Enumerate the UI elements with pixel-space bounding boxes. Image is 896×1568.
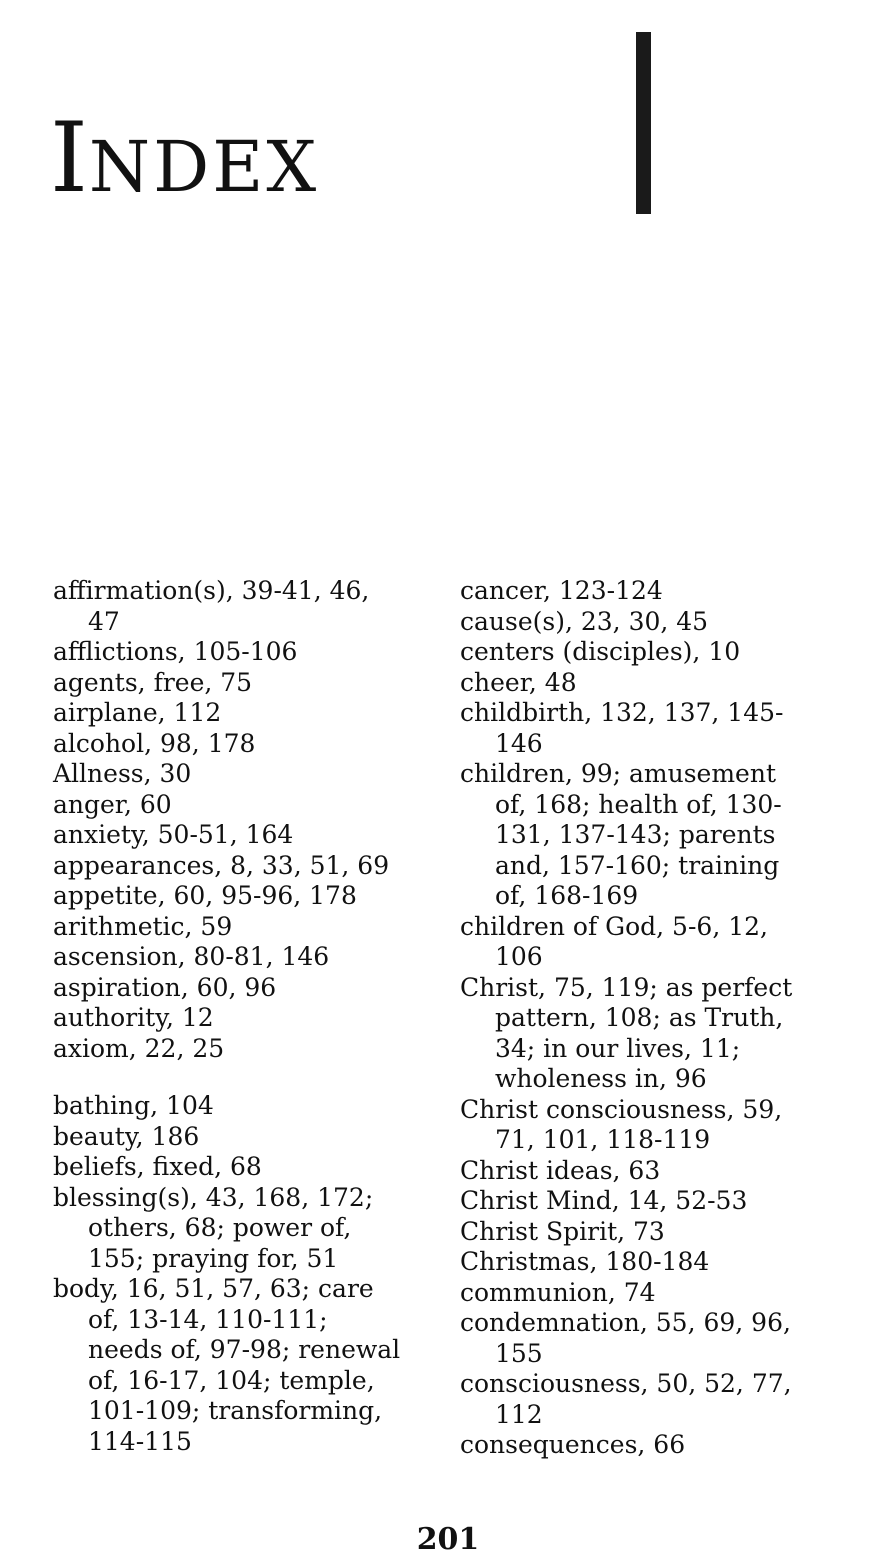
index-entry-line: anxiety, 50-51, 164 [53,820,294,849]
index-entry [460,576,840,607]
index-entry-line: others, 68; power of, [88,1213,352,1242]
index-entry-line: Christ consciousness, 59, [460,1094,783,1124]
index-entry-line: affirmation(s), 39-41, 46, [53,576,370,605]
index-entry [460,1278,840,1309]
index-entry [53,668,423,699]
index-entry-line: blessing(s), 43, 168, 172; [53,1182,374,1212]
index-entry [460,698,840,759]
index-entry-line: wholeness in, 96 [495,1064,707,1093]
index-entry [53,637,423,668]
index-entry [460,607,840,638]
index-entry-line: children of God, 5-6, 12, [460,911,768,941]
index-entry-line: 47 [88,606,120,636]
index-entry-line: pattern, 108; as Truth, [495,1003,784,1032]
index-entry [53,1091,423,1122]
index-entry-line: Allness, 30 [53,759,192,788]
index-entry-line: of, 168; health of, 130- [495,789,782,819]
index-entry [460,1430,840,1461]
index-entry-line: agents, free, 75 [53,667,253,697]
index-entry-line: 106 [495,942,543,971]
index-entry-line: afflictions, 105-106 [53,637,298,666]
index-entry [460,759,840,912]
index-entry [53,820,423,851]
index-entry [460,973,840,1095]
index-entry-line: 146 [495,728,543,758]
title-initial: I [50,102,89,214]
index-entry [53,1183,423,1275]
index-entry-line: aspiration, 60, 96 [53,972,277,1002]
index-column-right [460,576,840,1461]
index-entry-line: cause(s), 23, 30, 45 [460,606,709,636]
index-entry [53,973,423,1004]
index-entry-line: Christ, 75, 119; as perfect [460,972,793,1002]
index-entry-line: of, 16-17, 104; temple, [88,1365,375,1395]
index-entry-line: alcohol, 98, 178 [53,728,256,758]
index-entry-line: consciousness, 50, 52, 77, [460,1369,792,1398]
index-entry-line: and, 157-160; training [495,850,780,880]
index-entry [53,851,423,882]
index-group-a [53,576,423,1064]
page-title [50,102,320,214]
index-entry-line: centers (disciples), 10 [460,637,741,666]
index-entry [460,1095,840,1156]
index-entry [460,1186,840,1217]
index-column-left [53,576,423,1457]
index-entry-line: of, 13-14, 110-111; [88,1304,328,1334]
index-entry [53,1003,423,1034]
index-entry-line: Christ Mind, 14, 52-53 [460,1186,748,1215]
index-entry [53,759,423,790]
index-entry [460,637,840,668]
chapter-rule [636,32,651,214]
index-entry [460,912,840,973]
index-entry-line: children, 99; amusement [460,759,777,788]
index-entry-line: airplane, 112 [53,698,222,727]
index-entry-line: Christ Spirit, 73 [460,1216,665,1246]
index-group-b [53,1091,423,1457]
index-entry [53,942,423,973]
index-entry [460,668,840,699]
index-entry-line: condemnation, 55, 69, 96, [460,1308,791,1337]
page-number: 201 [416,1522,480,1557]
index-entry [53,1274,423,1457]
index-entry-line: communion, 74 [460,1277,656,1307]
index-entry-line: anger, 60 [53,789,172,819]
group-spacer [53,1064,423,1091]
index-entry [460,1369,840,1430]
index-entry [53,1034,423,1065]
index-entry-line: cheer, 48 [460,667,577,697]
index-entry [460,1217,840,1248]
index-entry-line: appearances, 8, 33, 51, 69 [53,850,390,880]
index-entry [460,1156,840,1187]
index-entry-line: beliefs, fixed, 68 [53,1152,262,1181]
index-entry-line: cancer, 123-124 [460,576,663,605]
index-entry-line: axiom, 22, 25 [53,1033,225,1063]
index-entry-line: 71, 101, 118-119 [495,1125,711,1154]
index-entry-line: 155; praying for, 51 [88,1243,339,1273]
index-entry [53,576,423,637]
index-entry-line: 114-115 [88,1426,192,1456]
index-entry-line: authority, 12 [53,1003,214,1032]
index-entry [53,881,423,912]
index-entry [460,1308,840,1369]
index-entry-line: 112 [495,1399,543,1429]
index-entry-line: Christmas, 180-184 [460,1247,710,1276]
index-entry-line: appetite, 60, 95-96, 178 [53,881,357,910]
index-entry-line: consequences, 66 [460,1430,686,1459]
index-entry [460,1247,840,1278]
index-entry [53,1152,423,1183]
index-entry-line: ascension, 80-81, 146 [53,942,330,971]
index-entry-line: needs of, 97-98; renewal [88,1335,401,1364]
index-entry-line: of, 168-169 [495,881,639,910]
index-entry-line: 131, 137-143; parents [495,820,776,849]
index-entry-line: childbirth, 132, 137, 145- [460,698,784,727]
index-entry [53,698,423,729]
index-entry [53,729,423,760]
index-entry-line: 34; in our lives, 11; [495,1033,741,1063]
index-entry [53,912,423,943]
index-entry-line: beauty, 186 [53,1121,200,1151]
index-entry [53,790,423,821]
title-rest: NDEX [88,126,320,208]
index-entry-line: bathing, 104 [53,1091,214,1120]
index-entry-line: 155 [495,1338,543,1368]
index-entry-line: Christ ideas, 63 [460,1155,661,1185]
index-entry [53,1122,423,1153]
index-entry-line: arithmetic, 59 [53,911,233,941]
index-entry-line: body, 16, 51, 57, 63; care [53,1274,374,1303]
index-entry-line: 101-109; transforming, [88,1396,383,1425]
